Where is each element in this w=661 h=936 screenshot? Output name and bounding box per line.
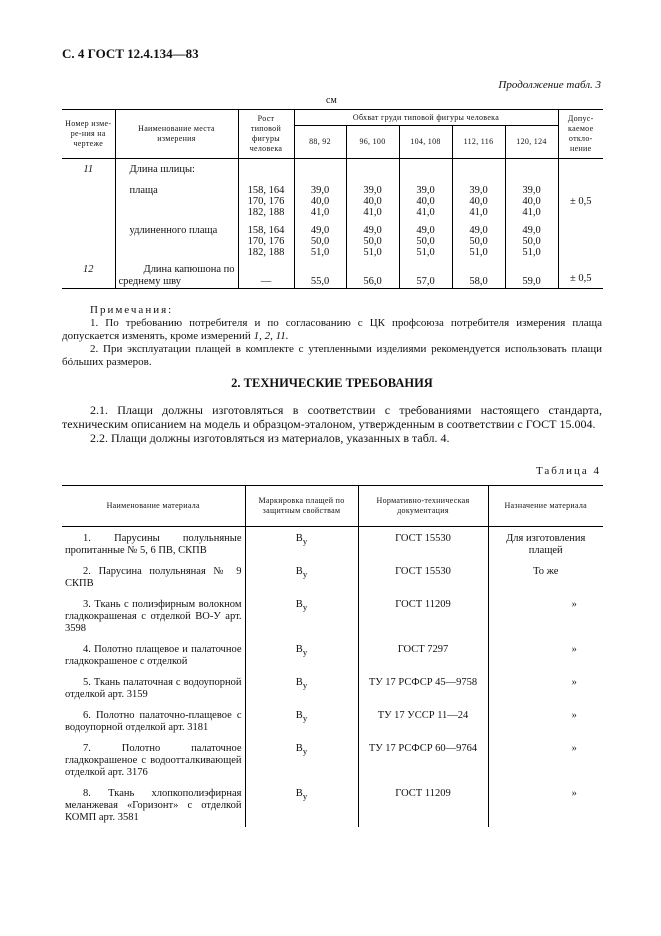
table-row [62, 218, 603, 258]
paragraph-2-2: 2.2. Плащи должны изготовляться из материалов, указанных в табл. 4. [90, 431, 450, 445]
height-value: — [238, 258, 294, 289]
t4-header-name: Наименование материала [62, 486, 245, 527]
cell-value: 49,0 [310, 225, 330, 236]
cell-value: 59,0 [505, 258, 558, 289]
norm-doc: ГОСТ 7297 [358, 638, 488, 671]
cell-value: 58,0 [452, 258, 505, 289]
material-name: 1. Парусины полульняные пропитанные № 5, 6 ПВ, СКПВ [65, 533, 242, 556]
material-name: 8. Ткань хлопкополиэфирная меланжевая «Горизонт» с отделкой КОМП арт. 3581 [65, 788, 242, 823]
purpose: » [488, 671, 603, 704]
cell-value: 50,0 [416, 236, 435, 247]
table-row [62, 159, 603, 182]
table-row [62, 593, 603, 638]
row-number: 11 [83, 164, 94, 175]
cell-value: 40,0 [522, 196, 541, 207]
note-1: 1. По требованию потребителя и по согласованию с ЦК профсоюза потребителя измерения плаща допускается изменять, кроме измерений [62, 317, 602, 342]
purpose: » [488, 737, 603, 782]
marking: В [295, 644, 303, 655]
cell-value: 39,0 [416, 185, 435, 196]
height-value: 170, 176 [247, 236, 285, 247]
cell-value: 39,0 [469, 185, 488, 196]
t4-header-marking: Маркировка плащей по защитным свойствам [245, 486, 358, 527]
material-name: 5. Ткань палаточная с водоупорной отделкой арт. 3159 [65, 677, 242, 700]
cell-value: 41,0 [522, 207, 541, 218]
cell-value: 49,0 [469, 225, 488, 236]
marking: В [295, 566, 303, 577]
marking: В [295, 677, 303, 688]
header-size: 112, 116 [452, 126, 505, 159]
cell-value: 57,0 [399, 258, 452, 289]
table-row [62, 671, 603, 704]
cell-value: 40,0 [416, 196, 435, 207]
cell-value: 40,0 [310, 196, 330, 207]
height-value: 182, 188 [247, 247, 285, 258]
height-value: 158, 164 [247, 225, 285, 236]
notes-title: Примечания: [90, 304, 174, 316]
cell-value: 49,0 [416, 225, 435, 236]
tolerance-value: ± 0,5 [558, 181, 603, 218]
material-name: 2. Парусина полульняная № 9 СКПВ [65, 566, 242, 589]
purpose: Для изготовления плащей [488, 527, 603, 561]
table-3 [62, 109, 603, 289]
norm-doc: ГОСТ 15530 [358, 560, 488, 593]
row-name: Длина шлицы: [115, 159, 238, 182]
table-row [62, 181, 603, 218]
header-height: Рост типовой фигуры человека [238, 110, 294, 159]
table-4-label: Таблица 4 [535, 465, 601, 477]
marking-subscript: у [302, 647, 308, 658]
cell-value: 56,0 [346, 258, 399, 289]
cell-value: 50,0 [522, 236, 541, 247]
t4-header-doc: Нормативно-техническая документация [358, 486, 488, 527]
marking: В [295, 533, 303, 544]
marking-subscript: у [302, 680, 308, 691]
height-value: 170, 176 [247, 196, 285, 207]
cell-value: 51,0 [363, 247, 382, 258]
row-name: среднему шву [118, 276, 182, 287]
norm-doc: ГОСТ 15530 [358, 527, 488, 561]
cell-value: 41,0 [310, 207, 330, 218]
marking: В [295, 743, 303, 754]
purpose: То же [488, 560, 603, 593]
table-row [62, 258, 603, 289]
marking: В [295, 599, 303, 610]
cell-value: 39,0 [310, 185, 330, 196]
header-number: Номер изме-ре-ния на чертеже [62, 110, 115, 159]
cell-value: 55,0 [294, 258, 346, 289]
cell-value: 41,0 [363, 207, 382, 218]
material-name: 3. Ткань с полиэфирным волокном гладкокрашеная с отделкой ВО-У арт. 3598 [65, 599, 242, 634]
marking-subscript: у [302, 602, 308, 613]
header-chest-group: Обхват груди типовой фигуры человека [294, 110, 558, 126]
norm-doc: ГОСТ 11209 [358, 782, 488, 827]
cell-value: 41,0 [469, 207, 488, 218]
cell-value: 39,0 [522, 185, 541, 196]
table-row [62, 560, 603, 593]
cell-value: 40,0 [469, 196, 488, 207]
material-name: 6. Полотно палаточно-плащевое с водоупорной отделкой арт. 3181 [65, 710, 242, 733]
cell-value: 50,0 [310, 236, 330, 247]
cell-value: 40,0 [363, 196, 382, 207]
header-size: 104, 108 [399, 126, 452, 159]
table-4 [62, 485, 603, 827]
table-row [62, 737, 603, 782]
note-1-italic: 1, 2, 11. [253, 330, 289, 342]
height-value: 158, 164 [247, 185, 285, 196]
marking-subscript: у [302, 713, 308, 724]
purpose: » [488, 704, 603, 737]
marking: В [295, 788, 303, 799]
header-size: 88, 92 [294, 126, 346, 159]
row-name: удлиненного плаща [115, 218, 238, 258]
cell-value: 51,0 [522, 247, 541, 258]
material-name: 7. Полотно палаточное гладкокрашеное с водоотталкивающей отделкой арт. 3176 [65, 743, 242, 778]
header-tolerance: Допус-каемое откло-нение [558, 110, 603, 159]
table-row [62, 782, 603, 827]
table-row [62, 638, 603, 671]
t4-header-purpose: Назначение материала [488, 486, 603, 527]
cell-value: 51,0 [310, 247, 330, 258]
page-header: С. 4 ГОСТ 12.4.134—83 [62, 46, 199, 61]
section-title: 2. ТЕХНИЧЕСКИЕ ТРЕБОВАНИЯ [231, 376, 433, 390]
row-name: плаща [115, 181, 238, 218]
cell-value: 41,0 [416, 207, 435, 218]
paragraph-2-1: 2.1. Плащи должны изготовляться в соответствии с требованиями настоящего стандарта, техническим описанием на модель и образцом-эталоном, утвержденным в соответствии с ГОСТ 15.004. [62, 403, 602, 431]
height-value: 182, 188 [247, 207, 285, 218]
header-name: Наименование места измерения [115, 110, 238, 159]
cell-value: 50,0 [363, 236, 382, 247]
row-name: Длина капюшона по [143, 264, 235, 275]
table-row [62, 527, 603, 561]
note-2: 2. При эксплуатации плащей в комплекте с утепленными изделиями рекомендуется использовать плащи бóльших размеров. [62, 343, 602, 368]
cell-value: 51,0 [416, 247, 435, 258]
norm-doc: ТУ 17 УССР 11—24 [358, 704, 488, 737]
table-row [62, 704, 603, 737]
marking-subscript: у [302, 746, 308, 757]
cell-value: 39,0 [363, 185, 382, 196]
marking-subscript: у [302, 569, 308, 580]
row-number: 12 [62, 258, 115, 289]
marking-subscript: у [302, 791, 308, 802]
purpose: » [488, 782, 603, 827]
header-size: 120, 124 [505, 126, 558, 159]
header-size: 96, 100 [346, 126, 399, 159]
norm-doc: ГОСТ 11209 [358, 593, 488, 638]
norm-doc: ТУ 17 РСФСР 60—9764 [358, 737, 488, 782]
table-continuation-label: Продолжение табл. 3 [498, 79, 601, 91]
tolerance-value: ± 0,5 [558, 258, 603, 289]
purpose: » [488, 638, 603, 671]
unit-label: см [326, 95, 337, 106]
cell-value: 51,0 [469, 247, 488, 258]
notes [62, 304, 602, 369]
purpose: » [488, 593, 603, 638]
marking-subscript: у [302, 536, 308, 547]
cell-value: 50,0 [469, 236, 488, 247]
cell-value: 49,0 [363, 225, 382, 236]
material-name: 4. Полотно плащевое и палаточное гладкокрашеное с отделкой [65, 644, 242, 667]
cell-value: 49,0 [522, 225, 541, 236]
norm-doc: ТУ 17 РСФСР 45—9758 [358, 671, 488, 704]
marking: В [295, 710, 303, 721]
paragraphs [62, 403, 602, 445]
